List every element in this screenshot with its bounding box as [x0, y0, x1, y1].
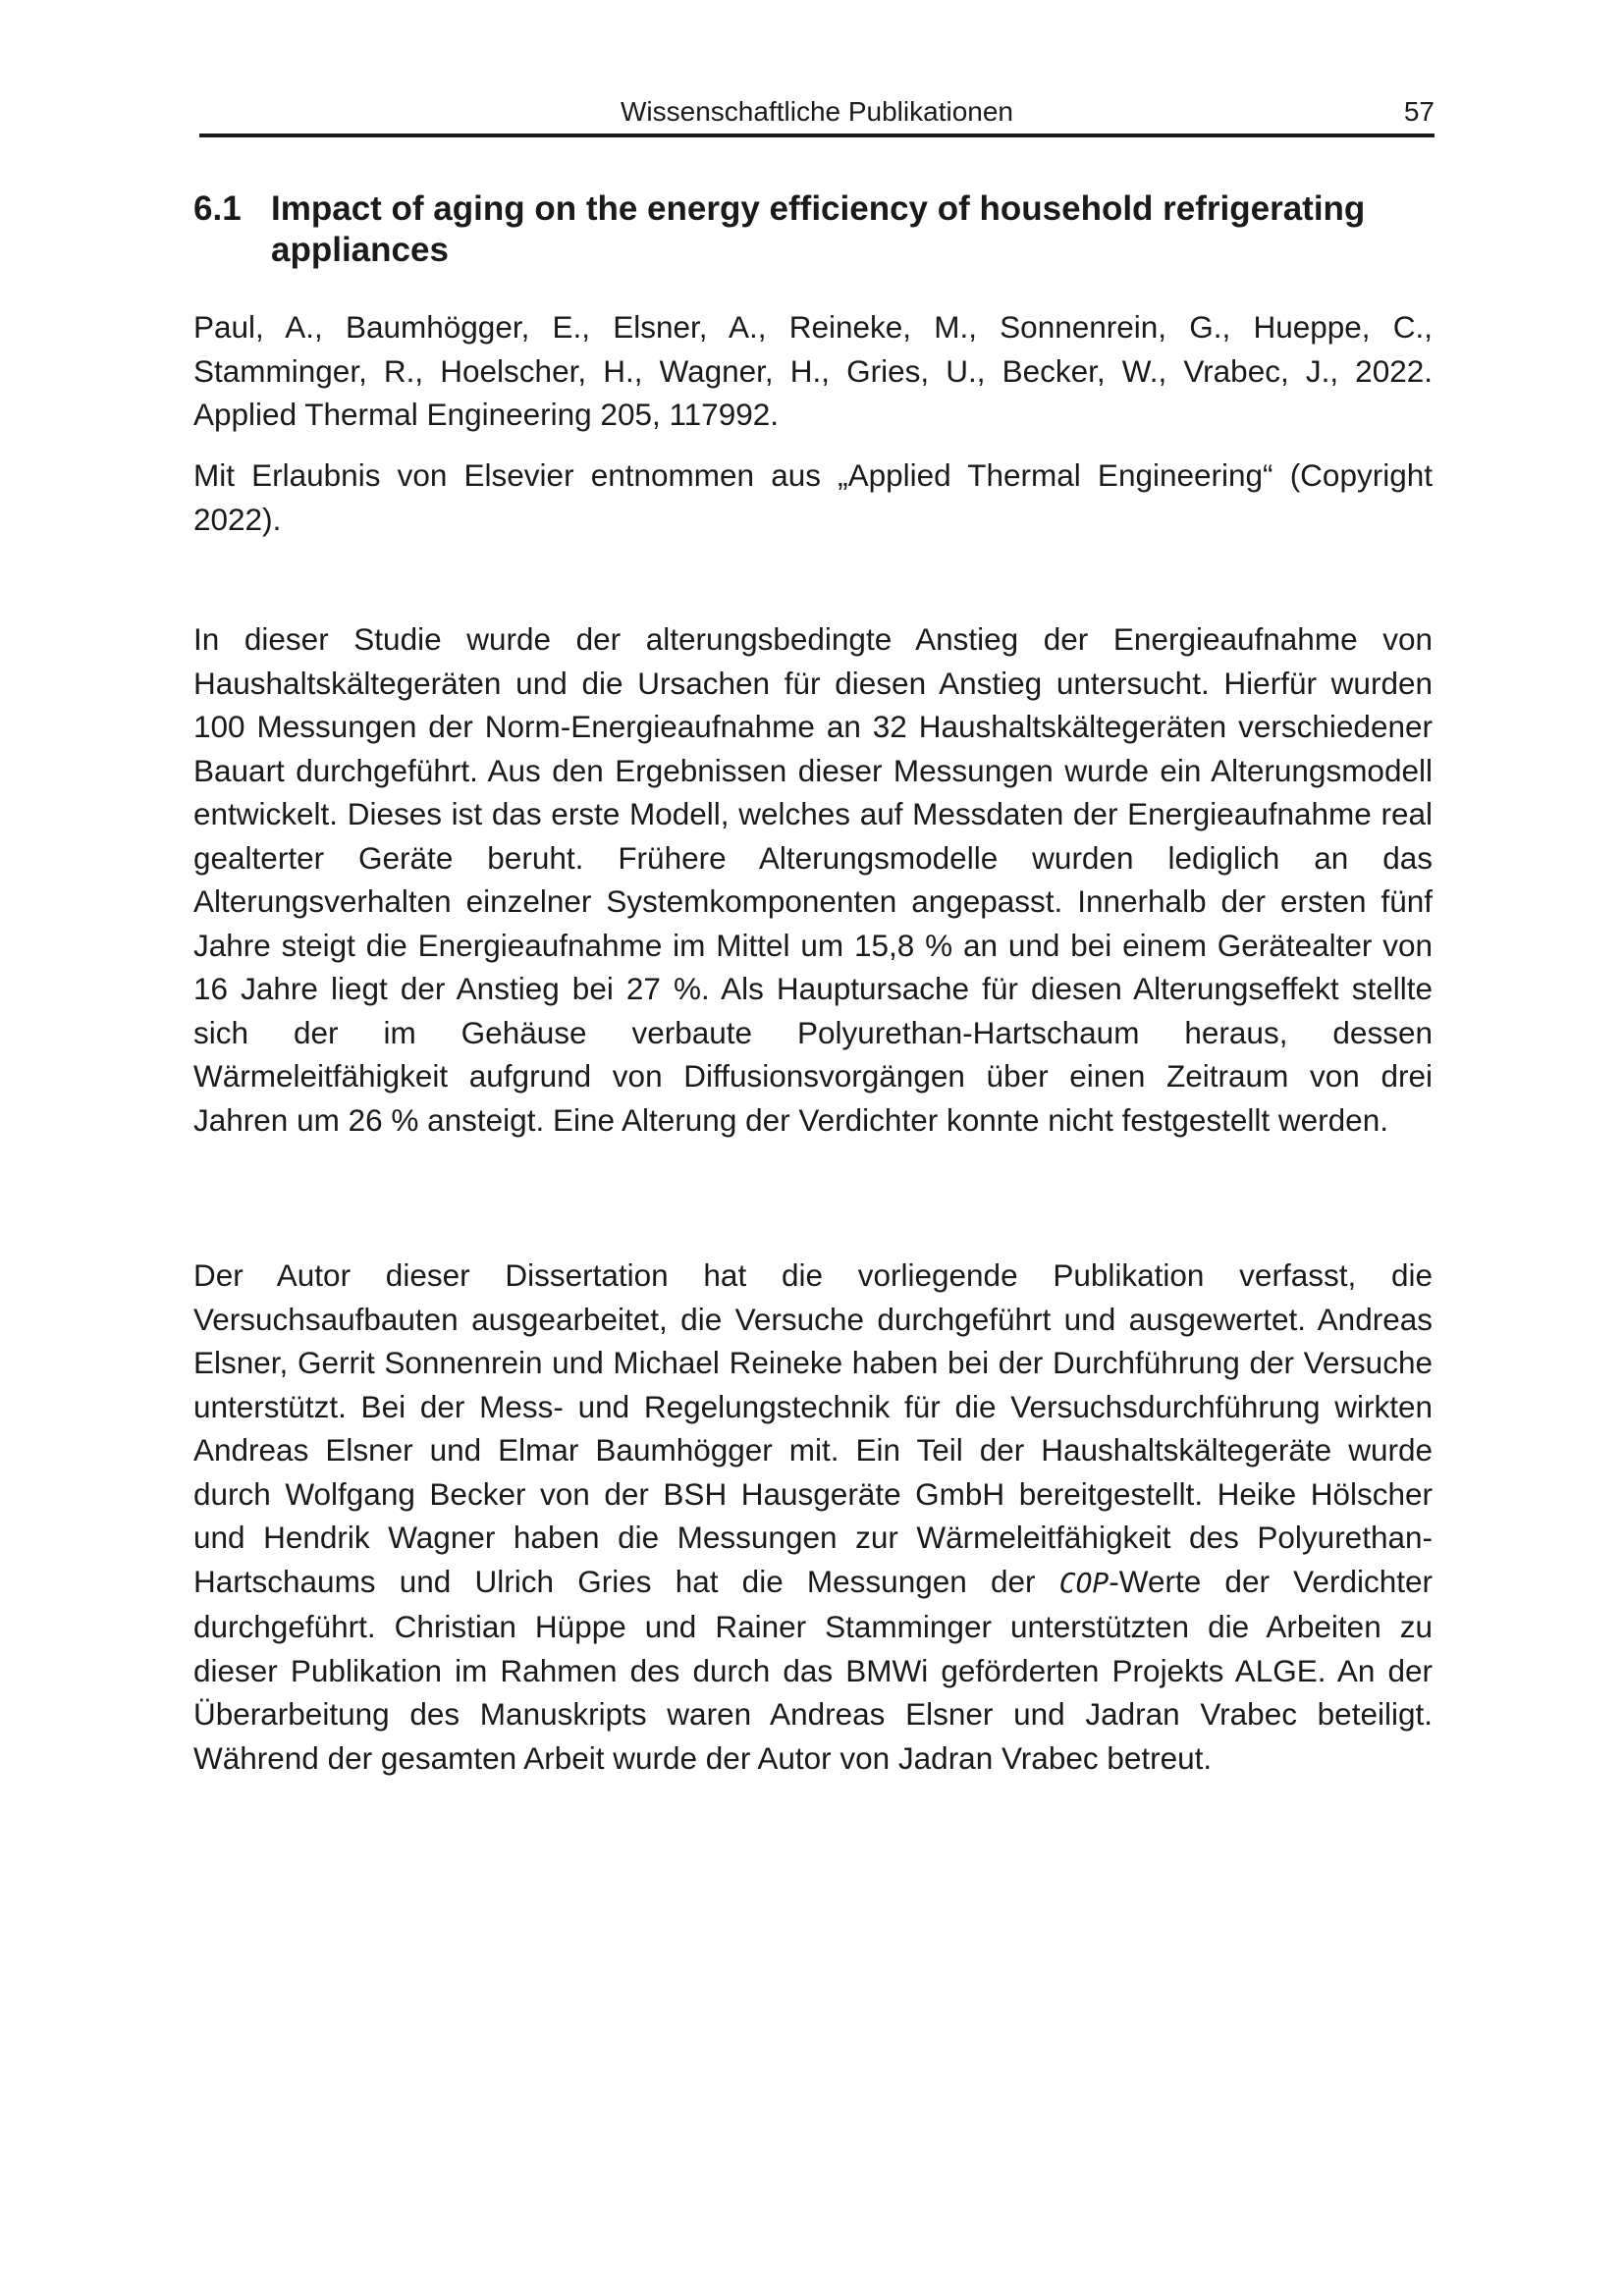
page-header — [199, 90, 1435, 137]
section-title: Impact of aging on the energy efficiency of household refrigerating appliances — [271, 189, 1366, 269]
cop-term: COP — [1058, 1566, 1110, 1599]
page-number: 57 — [1403, 96, 1435, 127]
running-title: Wissenschaftliche Publikationen — [621, 96, 1013, 127]
abstract-paragraph: In dieser Studie wurde der alterungsbedingte Anstieg der Energieaufnahme von Haushaltskältegeräten und die Ursachen für diesen Anstieg untersucht. Hierfür wurden 100 Messungen der Norm-Energieaufnahme an 32 Haushaltskältegeräten verschiedener Bauart durchgeführt. Aus den Ergebnissen dieser Messungen wurde ein Alterungsmodell entwickelt. Dieses ist das erste Modell, welches auf Messdaten der Energieaufnahme real gealterter Geräte beruht. Frühere Alterungsmodelle wurden lediglich an das Alterungsverhalten einzelner Systemkomponenten angepasst. Innerhalb der ersten fünf Jahre steigt die Energieaufnahme im Mittel um 15,8 % an und bei einem Gerätealter von 16 Jahre liegt der Anstieg bei 27 %. Als Hauptursache für diesen Alterungseffekt stellte sich der im Gehäuse verbaute Polyurethan-Hartschaum heraus, dessen Wärmeleitfähigkeit aufgrund von Diffusionsvorgängen über einen Zeitraum von drei Jahren um 26 % ansteigt. Eine Alterung der Verdichter konnte nicht festgestellt werden. — [193, 621, 1433, 1138]
section-heading — [193, 188, 1433, 271]
contribution-text-part2: -Werte der Verdichter durchgeführt. Christian Hüppe und Rainer Stamminger unterstützten die Arbeiten zu dieser Publikation im Rahmen des durch das BMWi geförderten Projekts ALGE. An der Überarbeitung des Manuskripts waren Andreas Elsner und Jadran Vrabec beteiligt. Während der gesamten Arbeit wurde der Autor von Jadran Vrabec betreut. — [193, 1563, 1433, 1776]
contribution-paragraph — [193, 1254, 1433, 1780]
reference-authors: Paul, A., Baumhögger, E., Elsner, A., Reineke, M., Sonnenrein, G., Hueppe, C., Stamminger, R., Hoelscher, H., Wagner, H., Gries, U., Becker, W., Vrabec, J., 2022. — [193, 309, 1433, 389]
permission-note: Mit Erlaubnis von Elsevier entnommen aus „Applied Thermal Engineering“ (Copyright 2022). — [193, 457, 1433, 537]
reference-journal: Applied Thermal Engineering 205, 117992. — [193, 397, 780, 432]
reference-citation — [193, 305, 1433, 437]
contribution-text-part1: Der Autor dieser Dissertation hat die vorliegende Publikation verfasst, die Versuchsaufbauten ausgearbeitet, die Versuche durchgeführt und ausgewertet. Andreas Elsner, Gerrit Sonnenrein und Michael Reineke haben bei der Durchführung der Versuche unterstützt. Bei der Mess- und Regelungstechnik für die Versuchsdurchführung wirkten Andreas Elsner und Elmar Baumhögger mit. Ein Teil der Haushaltskältegeräte wurde durch Wolfgang Becker von der BSH Hausgeräte GmbH bereitgestellt. Heike Hölscher und Hendrik Wagner haben die Messungen zur Wärmeleitfähigkeit des Polyurethan-Hartschaums und Ulrich Gries hat die Messungen der — [193, 1257, 1433, 1599]
section-number: 6.1 — [193, 189, 242, 228]
